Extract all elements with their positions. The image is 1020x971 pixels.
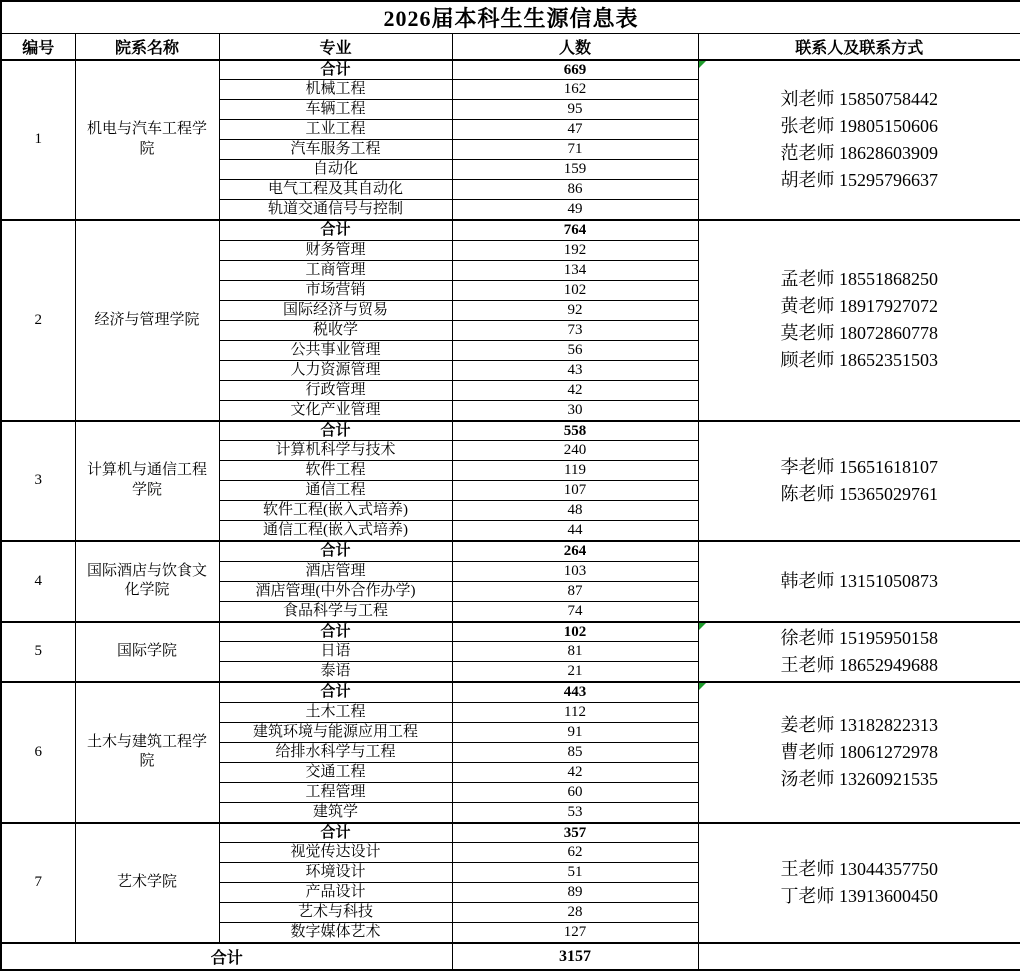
- major-name: 酒店管理: [219, 561, 452, 581]
- table-row: [1, 622, 1020, 642]
- major-count: 89: [452, 883, 698, 903]
- section-number: 4: [1, 541, 75, 622]
- department-name: 艺术学院: [75, 823, 219, 944]
- grand-total-row: [1, 943, 1020, 970]
- department-name: 机电与汽车工程学院: [75, 60, 219, 221]
- subtotal-label: 合计: [219, 421, 452, 441]
- contact-line: 李老师 15651618107: [699, 454, 1020, 481]
- major-name: 建筑环境与能源应用工程: [219, 722, 452, 742]
- contact-line: 陈老师 15365029761: [699, 481, 1020, 508]
- major-name: 食品科学与工程: [219, 601, 452, 621]
- major-count: 62: [452, 843, 698, 863]
- major-count: 102: [452, 280, 698, 300]
- contact-line: 范老师 18628603909: [699, 140, 1020, 167]
- major-name: 车辆工程: [219, 100, 452, 120]
- major-name: 工业工程: [219, 120, 452, 140]
- contact-line: 张老师 19805150606: [699, 113, 1020, 140]
- contact-line: 姜老师 13182822313: [699, 712, 1020, 739]
- major-name: 工商管理: [219, 260, 452, 280]
- major-name: 酒店管理(中外合作办学): [219, 581, 452, 601]
- subtotal-label: 合计: [219, 823, 452, 843]
- major-count: 192: [452, 240, 698, 260]
- col-header-department: 院系名称: [75, 34, 219, 60]
- section-number: 2: [1, 220, 75, 421]
- major-count: 159: [452, 160, 698, 180]
- major-count: 103: [452, 561, 698, 581]
- contact-line: 胡老师 15295796637: [699, 167, 1020, 194]
- col-header-count: 人数: [452, 34, 698, 60]
- major-count: 95: [452, 100, 698, 120]
- contact-cell: [698, 622, 1020, 683]
- major-count: 74: [452, 601, 698, 621]
- major-name: 软件工程(嵌入式培养): [219, 501, 452, 521]
- contact-cell: [698, 220, 1020, 421]
- contact-line: 王老师 13044357750: [699, 856, 1020, 883]
- subtotal-count: 102: [452, 622, 698, 642]
- section-number: 6: [1, 682, 75, 823]
- major-count: 81: [452, 642, 698, 662]
- title-row: [1, 1, 1020, 34]
- major-count: 53: [452, 802, 698, 822]
- major-count: 107: [452, 481, 698, 501]
- major-name: 交通工程: [219, 762, 452, 782]
- contact-line: 刘老师 15850758442: [699, 86, 1020, 113]
- cell-error-triangle-icon: [699, 61, 706, 68]
- major-count: 162: [452, 80, 698, 100]
- contact-cell: [698, 823, 1020, 944]
- major-count: 43: [452, 360, 698, 380]
- subtotal-count: 558: [452, 421, 698, 441]
- contact-line: 黄老师 18917927072: [699, 293, 1020, 320]
- subtotal-count: 357: [452, 823, 698, 843]
- major-name: 机械工程: [219, 80, 452, 100]
- subtotal-label: 合计: [219, 622, 452, 642]
- major-count: 134: [452, 260, 698, 280]
- subtotal-label: 合计: [219, 220, 452, 240]
- major-count: 42: [452, 380, 698, 400]
- major-name: 泰语: [219, 662, 452, 682]
- subtotal-count: 264: [452, 541, 698, 561]
- major-name: 计算机科学与技术: [219, 441, 452, 461]
- contact-line: 孟老师 18551868250: [699, 266, 1020, 293]
- subtotal-count: 443: [452, 682, 698, 702]
- major-name: 数字媒体艺术: [219, 923, 452, 943]
- footer-empty-cell: [698, 943, 1020, 970]
- major-count: 240: [452, 441, 698, 461]
- grand-total-label: 合计: [1, 943, 452, 970]
- major-count: 60: [452, 782, 698, 802]
- major-name: 汽车服务工程: [219, 140, 452, 160]
- department-name: 经济与管理学院: [75, 220, 219, 421]
- department-name: 国际酒店与饮食文化学院: [75, 541, 219, 622]
- major-name: 通信工程: [219, 481, 452, 501]
- table-row: [1, 682, 1020, 702]
- major-name: 艺术与科技: [219, 903, 452, 923]
- major-count: 56: [452, 340, 698, 360]
- major-name: 自动化: [219, 160, 452, 180]
- section-number: 7: [1, 823, 75, 944]
- section-number: 5: [1, 622, 75, 683]
- major-count: 112: [452, 702, 698, 722]
- major-name: 国际经济与贸易: [219, 300, 452, 320]
- table-row: [1, 823, 1020, 843]
- major-name: 税收学: [219, 320, 452, 340]
- contact-cell: [698, 421, 1020, 542]
- major-count: 21: [452, 662, 698, 682]
- subtotal-count: 669: [452, 60, 698, 80]
- section-number: 3: [1, 421, 75, 542]
- major-name: 公共事业管理: [219, 340, 452, 360]
- table-row: [1, 541, 1020, 561]
- major-name: 电气工程及其自动化: [219, 180, 452, 200]
- col-header-major: 专业: [219, 34, 452, 60]
- major-name: 文化产业管理: [219, 400, 452, 420]
- major-count: 44: [452, 521, 698, 541]
- contact-cell: [698, 541, 1020, 622]
- major-count: 30: [452, 400, 698, 420]
- major-name: 视觉传达设计: [219, 843, 452, 863]
- major-name: 建筑学: [219, 802, 452, 822]
- major-count: 92: [452, 300, 698, 320]
- contact-line: 徐老师 15195950158: [699, 625, 1020, 652]
- major-name: 市场营销: [219, 280, 452, 300]
- cell-error-triangle-icon: [699, 683, 706, 690]
- major-count: 28: [452, 903, 698, 923]
- contact-line: 曹老师 18061272978: [699, 739, 1020, 766]
- subtotal-label: 合计: [219, 541, 452, 561]
- col-header-contact: 联系人及联系方式: [698, 34, 1020, 60]
- section-number: 1: [1, 60, 75, 221]
- contact-line: 王老师 18652949688: [699, 652, 1020, 679]
- major-name: 通信工程(嵌入式培养): [219, 521, 452, 541]
- major-count: 73: [452, 320, 698, 340]
- major-count: 48: [452, 501, 698, 521]
- table-row: [1, 220, 1020, 240]
- major-count: 49: [452, 200, 698, 220]
- major-name: 轨道交通信号与控制: [219, 200, 452, 220]
- contact-cell: [698, 682, 1020, 823]
- major-count: 119: [452, 461, 698, 481]
- department-name: 土木与建筑工程学院: [75, 682, 219, 823]
- major-count: 47: [452, 120, 698, 140]
- major-name: 产品设计: [219, 883, 452, 903]
- major-count: 51: [452, 863, 698, 883]
- department-name: 国际学院: [75, 622, 219, 683]
- major-name: 人力资源管理: [219, 360, 452, 380]
- major-count: 87: [452, 581, 698, 601]
- col-header-id: 编号: [1, 34, 75, 60]
- contact-line: 顾老师 18652351503: [699, 347, 1020, 374]
- column-header-row: [1, 34, 1020, 60]
- contact-line: 韩老师 13151050873: [699, 568, 1020, 595]
- contact-line: 丁老师 13913600450: [699, 883, 1020, 910]
- table-row: [1, 421, 1020, 441]
- contact-line: 汤老师 13260921535: [699, 766, 1020, 793]
- major-name: 日语: [219, 642, 452, 662]
- page-title: 2026届本科生生源信息表: [1, 1, 1020, 34]
- cell-error-triangle-icon: [699, 623, 706, 630]
- subtotal-label: 合计: [219, 682, 452, 702]
- major-name: 给排水科学与工程: [219, 742, 452, 762]
- major-name: 财务管理: [219, 240, 452, 260]
- contact-line: 莫老师 18072860778: [699, 320, 1020, 347]
- major-name: 环境设计: [219, 863, 452, 883]
- major-count: 85: [452, 742, 698, 762]
- major-count: 71: [452, 140, 698, 160]
- department-name: 计算机与通信工程学院: [75, 421, 219, 542]
- major-name: 软件工程: [219, 461, 452, 481]
- table-row: [1, 60, 1020, 80]
- major-name: 工程管理: [219, 782, 452, 802]
- major-count: 86: [452, 180, 698, 200]
- major-count: 91: [452, 722, 698, 742]
- subtotal-label: 合计: [219, 60, 452, 80]
- major-count: 127: [452, 923, 698, 943]
- major-name: 土木工程: [219, 702, 452, 722]
- subtotal-count: 764: [452, 220, 698, 240]
- contact-cell: [698, 60, 1020, 221]
- grand-total-count: 3157: [452, 943, 698, 970]
- major-name: 行政管理: [219, 380, 452, 400]
- major-count: 42: [452, 762, 698, 782]
